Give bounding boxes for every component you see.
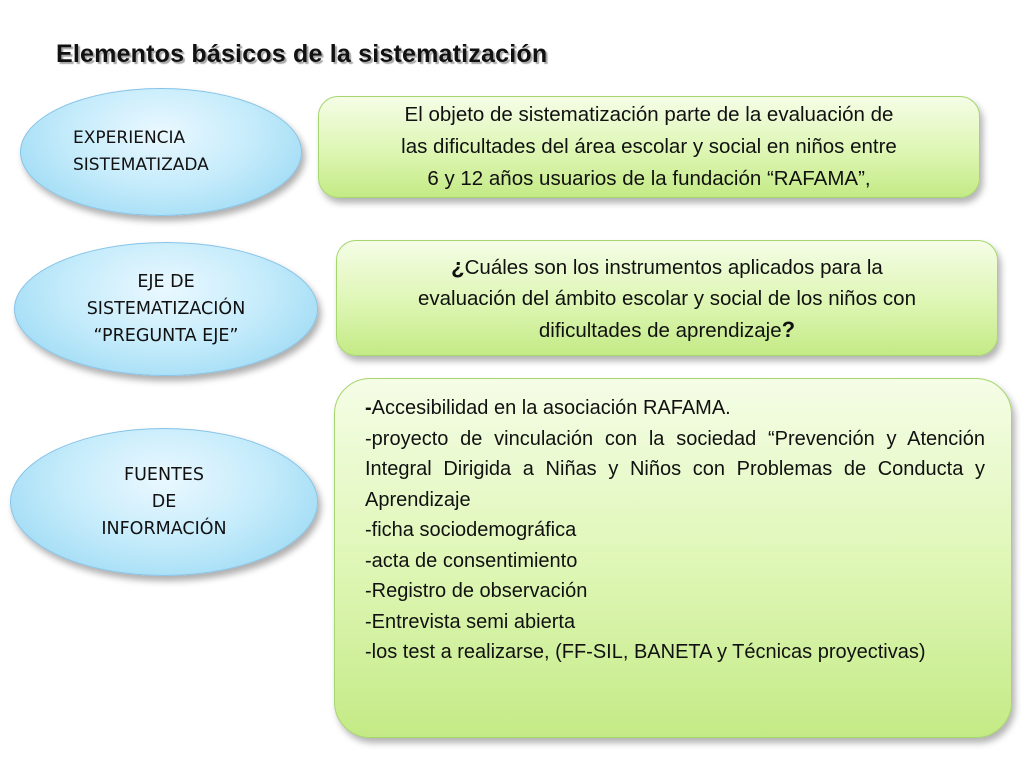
oval-label: FUENTES DE INFORMACIÓN [101,464,227,539]
question-text: Cuáles son los instrumentos aplicados para la evaluación del ámbito escolar y social de los niños con dificultades de aprendizaje [418,255,916,342]
list-item: -Entrevista semi abierta [365,610,576,633]
oval-label: EJE DE SISTEMATIZACIÓN “PREGUNTA EJE” [86,271,246,346]
list-item: -acta de consentimiento [365,549,578,572]
list-item: -ficha sociodemográfica [365,519,577,541]
open-question-mark: ¿ [451,253,465,279]
box-objeto-sistematizacion [318,96,980,198]
box-text: El objeto de sistematización parte de la evaluación de las dificultades del área escolar y social en niños entre 6 y 12 años usuarios de la fundación “RAFAMA”, [401,103,897,190]
oval-fuentes-informacion [10,428,318,576]
oval-label: EXPERIENCIA SISTEMATIZADA [73,128,209,175]
close-question-mark: ? [781,316,796,342]
box-pregunta-eje [336,240,998,356]
slide-title: Elementos básicos de la sistematización [56,40,548,68]
box-fuentes-list [334,378,1012,738]
list-item [365,393,985,424]
list-item-text: Accesibilidad en la asociación RAFAMA. [371,397,731,419]
list-item: -Registro de observación [365,580,588,602]
box-text [418,251,916,346]
sources-list [365,393,985,668]
list-item: -proyecto de vinculación con la sociedad “Prevención y Atención Integral Dirigida a Niñas y Niños con Problemas de Conducta y Aprendizaje [365,427,985,511]
list-dash: - [365,397,372,419]
oval-eje-sistematizacion [14,242,318,376]
list-item: -los test a realizarse, (FF-SIL, BANETA y Técnicas proyectivas) [365,641,926,663]
oval-experiencia-sistematizada [20,88,302,216]
